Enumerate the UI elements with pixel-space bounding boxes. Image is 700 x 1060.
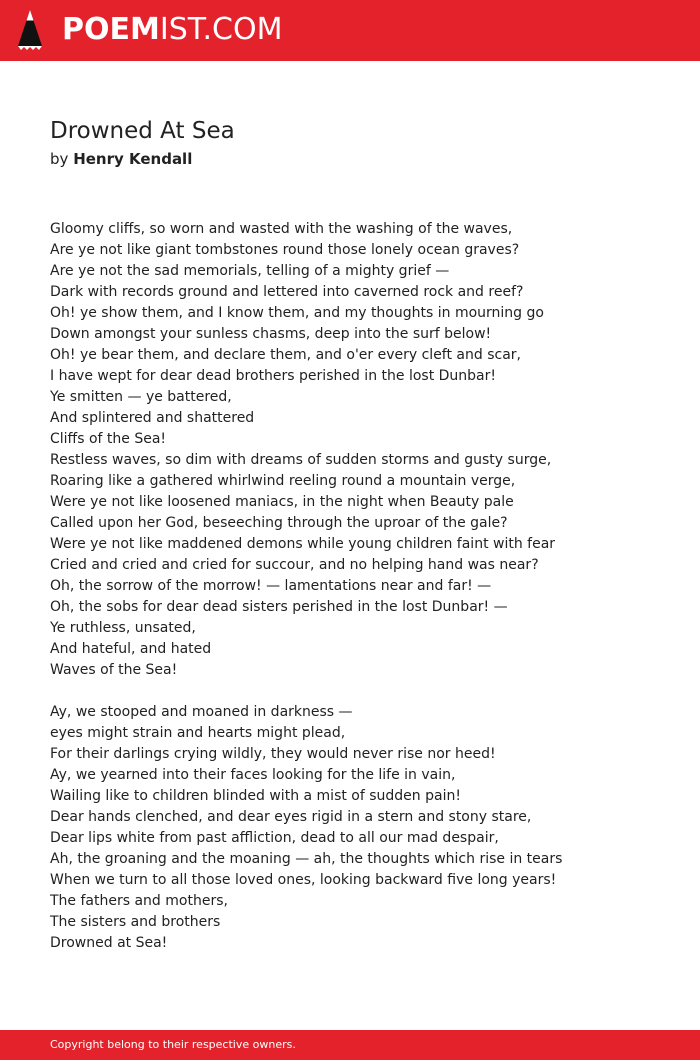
logo-light-text: IST.COM — [159, 12, 283, 47]
poem-line: Called upon her God, beseeching through the uproar of the gale? — [50, 515, 508, 531]
poem-line: For their darlings crying wildly, they would never rise nor heed! — [50, 746, 496, 762]
poem-author[interactable]: Henry Kendall — [73, 150, 193, 168]
poem-line: When we turn to all those loved ones, looking backward five long years! — [50, 872, 557, 888]
poem-stanza — [50, 702, 670, 954]
poem-byline — [50, 149, 192, 169]
site-footer — [0, 1030, 700, 1060]
poem-line: And hateful, and hated — [50, 641, 212, 657]
site-header — [0, 0, 700, 61]
poem-line: Waves of the Sea! — [50, 662, 178, 678]
poem-line: Ye ruthless, unsated, — [50, 620, 196, 636]
poem-line: Gloomy cliffs, so worn and wasted with the washing of the waves, — [50, 221, 513, 237]
poem-line: Dear lips white from past affliction, dead to all our mad despair, — [50, 830, 499, 846]
poem-line: Oh! ye bear them, and declare them, and o'er every cleft and scar, — [50, 347, 521, 363]
poem-line: Ye smitten — ye battered, — [50, 389, 232, 405]
poem-line: Were ye not like loosened maniacs, in the night when Beauty pale — [50, 494, 514, 510]
pencil-tip-icon — [17, 8, 43, 52]
poem-line: Cried and cried and cried for succour, and no helping hand was near? — [50, 557, 539, 573]
poem-line: Oh, the sorrow of the morrow! — lamentations near and far! — — [50, 578, 492, 594]
poem-line: The fathers and mothers, — [50, 893, 228, 909]
poem-line: Ay, we stooped and moaned in darkness — — [50, 704, 353, 720]
site-logo[interactable] — [17, 8, 282, 52]
site-logo-text — [62, 8, 282, 52]
poem-line: Roaring like a gathered whirlwind reeling round a mountain verge, — [50, 473, 516, 489]
logo-bold-text: POEM — [62, 12, 160, 47]
poem-line: Ay, we yearned into their faces looking for the life in vain, — [50, 767, 456, 783]
poem-line: I have wept for dear dead brothers perished in the lost Dunbar! — [50, 368, 496, 384]
poem-line: Are ye not the sad memorials, telling of a mighty grief — — [50, 263, 450, 279]
poem-line: And splintered and shattered — [50, 410, 255, 426]
poem-line: Are ye not like giant tombstones round those lonely ocean graves? — [50, 242, 520, 258]
poem-line: Cliffs of the Sea! — [50, 431, 167, 447]
poem-line: Restless waves, so dim with dreams of sudden storms and gusty surge, — [50, 452, 552, 468]
poem-line: Were ye not like maddened demons while young children faint with fear — [50, 536, 556, 552]
poem-line: Down amongst your sunless chasms, deep into the surf below! — [50, 326, 492, 342]
poem-line: eyes might strain and hearts might plead, — [50, 725, 346, 741]
poem-title: Drowned At Sea — [50, 118, 235, 144]
poem-line: Drowned at Sea! — [50, 935, 168, 951]
poem-line: Wailing like to children blinded with a mist of sudden pain! — [50, 788, 461, 804]
poem-line: Ah, the groaning and the moaning — ah, the thoughts which rise in tears — [50, 851, 563, 867]
poem-line: The sisters and brothers — [50, 914, 221, 930]
poem-line: Dear hands clenched, and dear eyes rigid in a stern and stony stare, — [50, 809, 532, 825]
poem-line: Dark with records ground and lettered into caverned rock and reef? — [50, 284, 524, 300]
by-label: by — [50, 150, 69, 168]
poem-line: Oh! ye show them, and I know them, and my thoughts in mourning go — [50, 305, 544, 321]
poem-body — [50, 219, 670, 975]
poem-stanza — [50, 219, 670, 681]
poem-line: Oh, the sobs for dear dead sisters perished in the lost Dunbar! — — [50, 599, 508, 615]
copyright-text: Copyright belong to their respective owners. — [50, 1038, 296, 1051]
